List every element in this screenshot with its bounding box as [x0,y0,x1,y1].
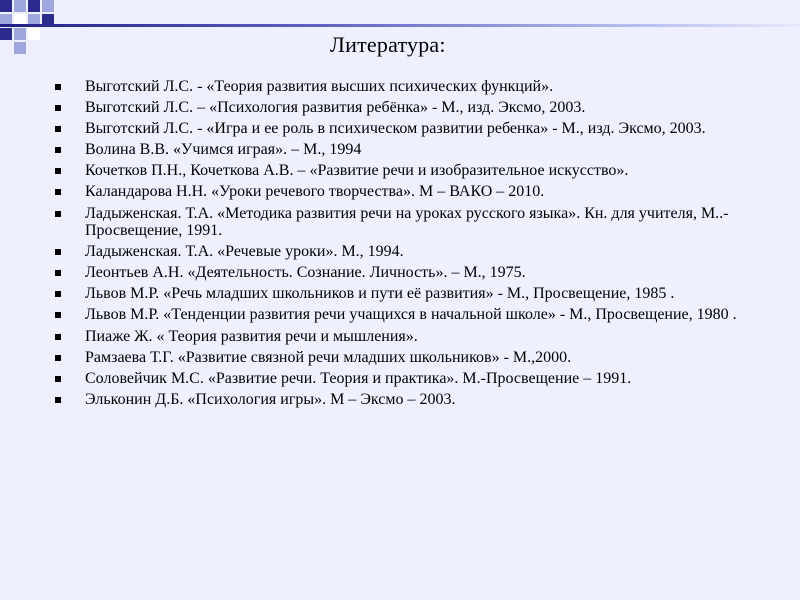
bullet-icon [55,291,61,297]
bullet-icon [55,355,61,361]
reference-text: Рамзаева Т.Г. «Развитие связной речи младших школьников» - М.,2000. [85,348,572,366]
reference-text: Львов М.Р. «Тенденции развития речи учащихся в начальной школе» - М., Просвещение, 1980 . [85,306,737,324]
reference-text: Эльконин Д.Б. «Психология игры». М – Эксмо – 2003. [85,390,456,408]
reference-text: Волина В.В. «Учимся играя». – М., 1994 [85,141,362,159]
reference-text: Выготский Л.С. - «Теория развития высших психических функций». [85,78,554,95]
list-item [55,120,775,138]
bullet-icon [55,376,61,382]
bullet-icon [55,270,61,276]
reference-text: Каландарова Н.Н. «Уроки речевого творчества». М – ВАКО – 2010. [85,183,545,201]
bullet-icon [55,397,61,403]
bullet-icon [55,126,61,132]
bullet-icon [55,312,61,318]
slide-title: Литература: [330,32,446,57]
list-item [55,205,775,240]
bullet-icon [55,211,61,217]
list-item [55,349,775,367]
list-item [55,141,775,159]
list-item [55,243,775,261]
list-item [55,391,775,409]
reference-text: Леонтьев А.Н. «Деятельность. Сознание. Личность». – М., 1975. [85,264,526,282]
reference-text: Выготский Л.С. – «Психология развития ребёнка» - М., изд. Эксмо, 2003. [85,99,586,117]
bullet-icon [55,334,61,340]
bullet-icon [55,147,61,153]
list-item [55,328,775,346]
reference-text: Ладыженская. Т.А. «Речевые уроки». М., 1994. [85,243,404,261]
reference-text: Кочетков П.Н., Кочеткова А.В. – «Развитие речи и изобразительное искусство». [85,162,629,180]
reference-text: Львов М.Р. «Речь младших школьников и пути её развития» - М., Просвещение, 1985 . [85,285,675,303]
bullet-icon [55,168,61,174]
bullet-icon [55,84,61,90]
reference-text: Пиаже Ж. « Теория развития речи и мышления». [85,327,418,345]
reference-text: Соловейчик М.С. «Развитие речи. Теория и практика». М.-Просвещение – 1991. [85,369,632,387]
reference-list [55,78,775,412]
bullet-icon [55,189,61,195]
list-item [55,306,775,324]
list-item [55,78,775,96]
list-item [55,370,775,388]
list-item [55,162,775,180]
list-item [55,183,775,201]
reference-text: Выготский Л.С. - «Игра и ее роль в психическом развитии ребенка» - М., изд. Эксмо, 2003. [85,120,706,138]
header-rule [0,24,800,27]
reference-text: Ладыженская. Т.А. «Методика развития речи на уроках русского языка». Кн. для учителя, М..- Просвещение, 1991. [85,204,729,240]
list-item [55,285,775,303]
list-item [55,264,775,282]
list-item [55,99,775,117]
bullet-icon [55,249,61,255]
bullet-icon [55,105,61,111]
